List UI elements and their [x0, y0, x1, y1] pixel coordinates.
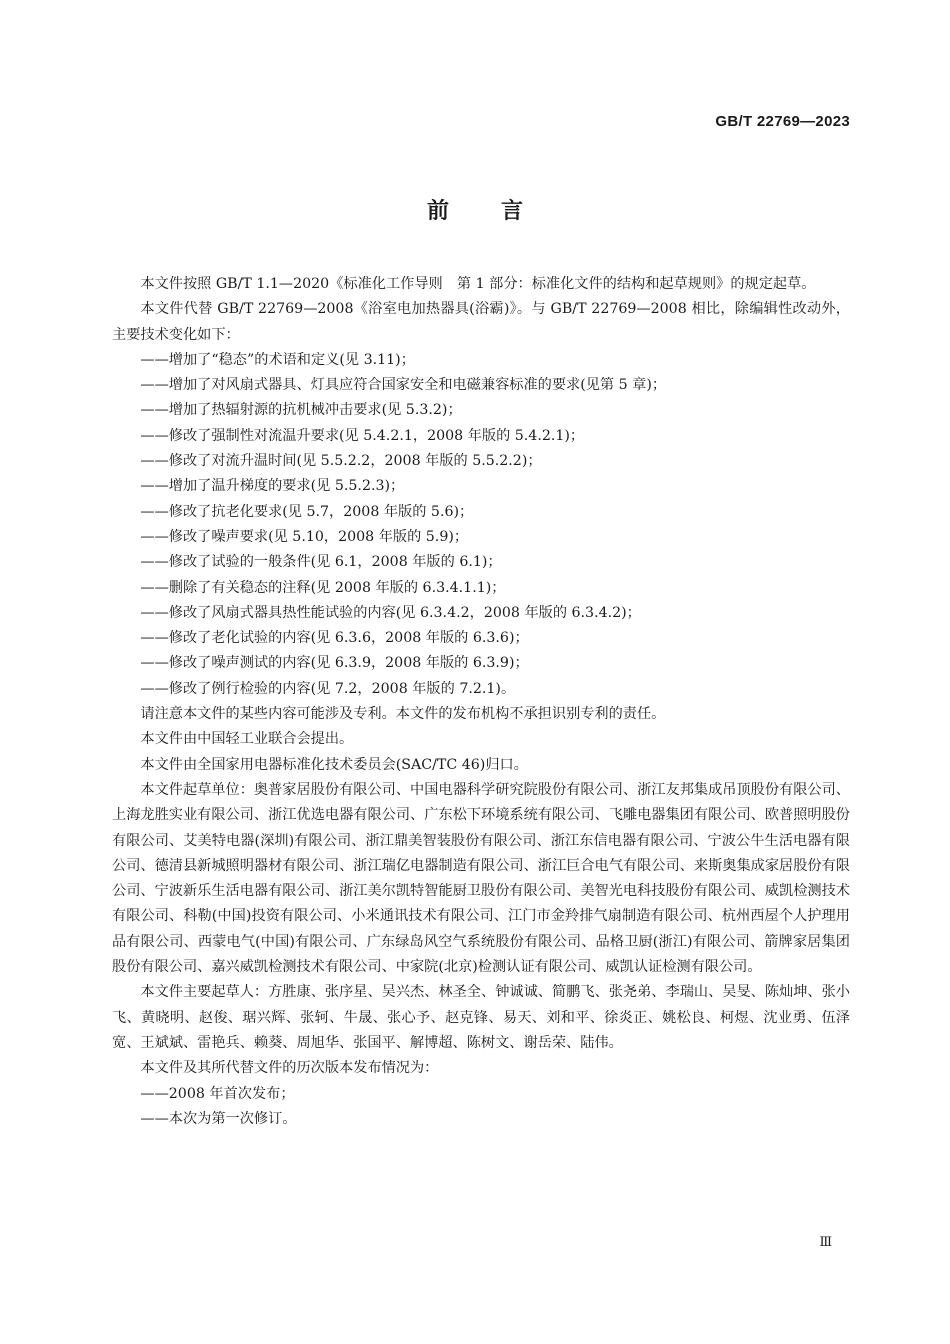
- title-char-2: 言: [501, 199, 524, 224]
- change-item: ——修改了老化试验的内容(见 6.3.6，2008 年版的 6.3.6)；: [140, 630, 529, 647]
- history-item: ——本次为第一次修订。: [140, 1110, 297, 1127]
- change-item: ——增加了温升梯度的要求(见 5.5.2.3)；: [140, 478, 405, 495]
- document-code: GB/T 22769—2023: [715, 113, 850, 130]
- drafters: 本文件主要起草人：方胜康、张序星、吴兴杰、林圣全、钟诚诚、简鹏飞、张尧弟、李瑞山、吴旻、陈灿坤、张小飞、黄晓明、赵俊、琚兴辉、张轲、牛晟、张心予、赵克锋、易天、刘和平、徐炎正、姚松良、柯煜、沈业勇、伍泽宽、王斌斌、雷艳兵、赖葵、周旭华、张国平、解博超、陈树文、谢岳荣、陆伟。: [112, 984, 850, 1051]
- change-item: ——修改了对流升温时间(见 5.5.2.2，2008 年版的 5.5.2.2)；: [140, 453, 542, 470]
- change-item: ——删除了有关稳态的注释(见 2008 年版的 6.3.4.1.1)；: [140, 579, 506, 596]
- change-item: ——修改了试验的一般条件(见 6.1，2008 年版的 6.1)；: [140, 554, 502, 571]
- history-item: ——2008 年首次发布；: [140, 1085, 295, 1102]
- change-item: ——增加了热辐射源的抗机械冲击要求(见 5.3.2)；: [140, 402, 462, 419]
- change-item: ——修改了例行检验的内容(见 7.2，2008 年版的 7.2.1)。: [140, 680, 516, 697]
- foreword-body: [112, 272, 850, 1132]
- patent-notice: 请注意本文件的某些内容可能涉及专利。本文件的发布机构不承担识别专利的责任。: [140, 706, 666, 723]
- proposer-note: 本文件由中国轻工业联合会提出。: [140, 731, 354, 748]
- change-item: ——修改了风扇式器具热性能试验的内容(见 6.3.4.2，2008 年版的 6.3.4.2)；: [140, 604, 641, 621]
- change-item: ——修改了抗老化要求(见 5.7，2008 年版的 5.6)；: [140, 503, 474, 520]
- change-item: ——修改了噪声要求(见 5.10，2008 年版的 5.9)；: [140, 528, 469, 545]
- committee-note: 本文件由全国家用电器标准化技术委员会(SAC/TC 46)归口。: [140, 756, 528, 773]
- page-number: Ⅲ: [819, 1235, 832, 1250]
- history-intro: 本文件及其所代替文件的历次版本发布情况为：: [140, 1060, 439, 1077]
- page-title: [0, 194, 950, 225]
- intro-paragraph: 本文件代替 GB/T 22769—2008《浴室电加热器具(浴霸)》。与 GB/T 22769—2008 相比，除编辑性改动外，主要技术变化如下：: [112, 301, 850, 343]
- change-item: ——修改了噪声测试的内容(见 6.3.9，2008 年版的 6.3.9)；: [140, 655, 529, 672]
- drafting-units: 本文件起草单位：奥普家居股份有限公司、中国电器科学研究院股份有限公司、浙江友邦集成吊顶股份有限公司、上海龙胜实业有限公司、浙江优选电器有限公司、广东松下环境系统有限公司、飞雕电器集团有限公司、欧普照明股份有限公司、艾美特电器(深圳)有限公司、浙江鼎美智装股份有限公司、浙江东信电器有限公司、宁波公牛生活电器有限公司、德清县新城照明器材有限公司、浙江瑞亿电器制造有限公司、浙江巨合电气有限公司、来斯奥集成家居股份有限公司、宁波新乐生活电器有限公司、浙江美尔凯特智能厨卫股份有限公司、美智光电科技股份有限公司、威凯检测技术有限公司、科勒(中国)投资有限公司、小米通讯技术有限公司、江门市金羚排气扇制造有限公司、杭州西屋个人护理用品有限公司、西蒙电气(中国)有限公司、广东绿岛风空气系统股份有限公司、品格卫厨(浙江)有限公司、箭牌家居集团股份有限公司、嘉兴威凯检测技术有限公司、中家院(北京)检测认证有限公司、威凯认证检测有限公司。: [112, 781, 850, 976]
- change-item: ——修改了强制性对流温升要求(见 5.4.2.1，2008 年版的 5.4.2.1)；: [140, 427, 585, 444]
- change-item: ——增加了对风扇式器具、灯具应符合国家安全和电磁兼容标准的要求(见第 5 章)；: [140, 377, 667, 394]
- title-char-1: 前: [426, 199, 449, 224]
- intro-paragraph: 本文件按照 GB/T 1.1—2020《标准化工作导则 第 1 部分：标准化文件的结构和起草规则》的规定起草。: [140, 276, 816, 292]
- change-item: ——增加了“稳态”的术语和定义(见 3.11)；: [140, 351, 415, 368]
